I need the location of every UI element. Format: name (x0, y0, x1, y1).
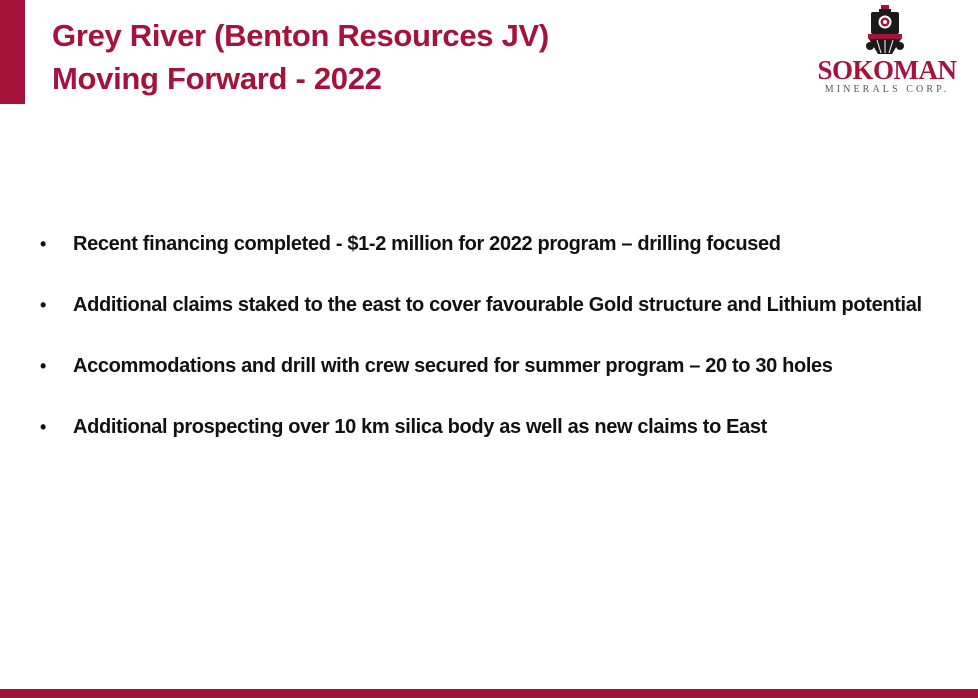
bullet-item (40, 351, 955, 382)
bullet-list (40, 229, 955, 473)
bullet-text: Additional prospecting over 10 km silica body as well as new claims to East (73, 416, 767, 438)
logo-subtitle: MINERALS CORP. (824, 84, 950, 95)
locomotive-emblem-icon (864, 4, 906, 58)
logo-wordmark: SOKOMAN (817, 55, 957, 85)
bullet-text: Recent financing completed - $1-2 million for 2022 program – drilling focused (73, 233, 781, 255)
bullet-dot-icon: • (40, 417, 46, 437)
slide-title (52, 14, 549, 100)
slide-title-line-2: Moving Forward - 2022 (52, 61, 382, 96)
bullet-dot-icon: • (40, 356, 46, 376)
bullet-item (40, 229, 955, 260)
footer-accent-bar (0, 689, 978, 698)
bullet-text: Accommodations and drill with crew secured for summer program – 20 to 30 holes (73, 355, 833, 377)
bullet-item (40, 290, 955, 321)
company-logo (812, 4, 962, 96)
title-accent-bar (0, 0, 25, 104)
bullet-text: Additional claims staked to the east to cover favourable Gold structure and Lithium potential (73, 294, 922, 316)
bullet-dot-icon: • (40, 234, 46, 254)
slide-title-line-1: Grey River (Benton Resources JV) (52, 18, 549, 53)
bullet-dot-icon: • (40, 295, 46, 315)
bullet-item (40, 412, 955, 443)
